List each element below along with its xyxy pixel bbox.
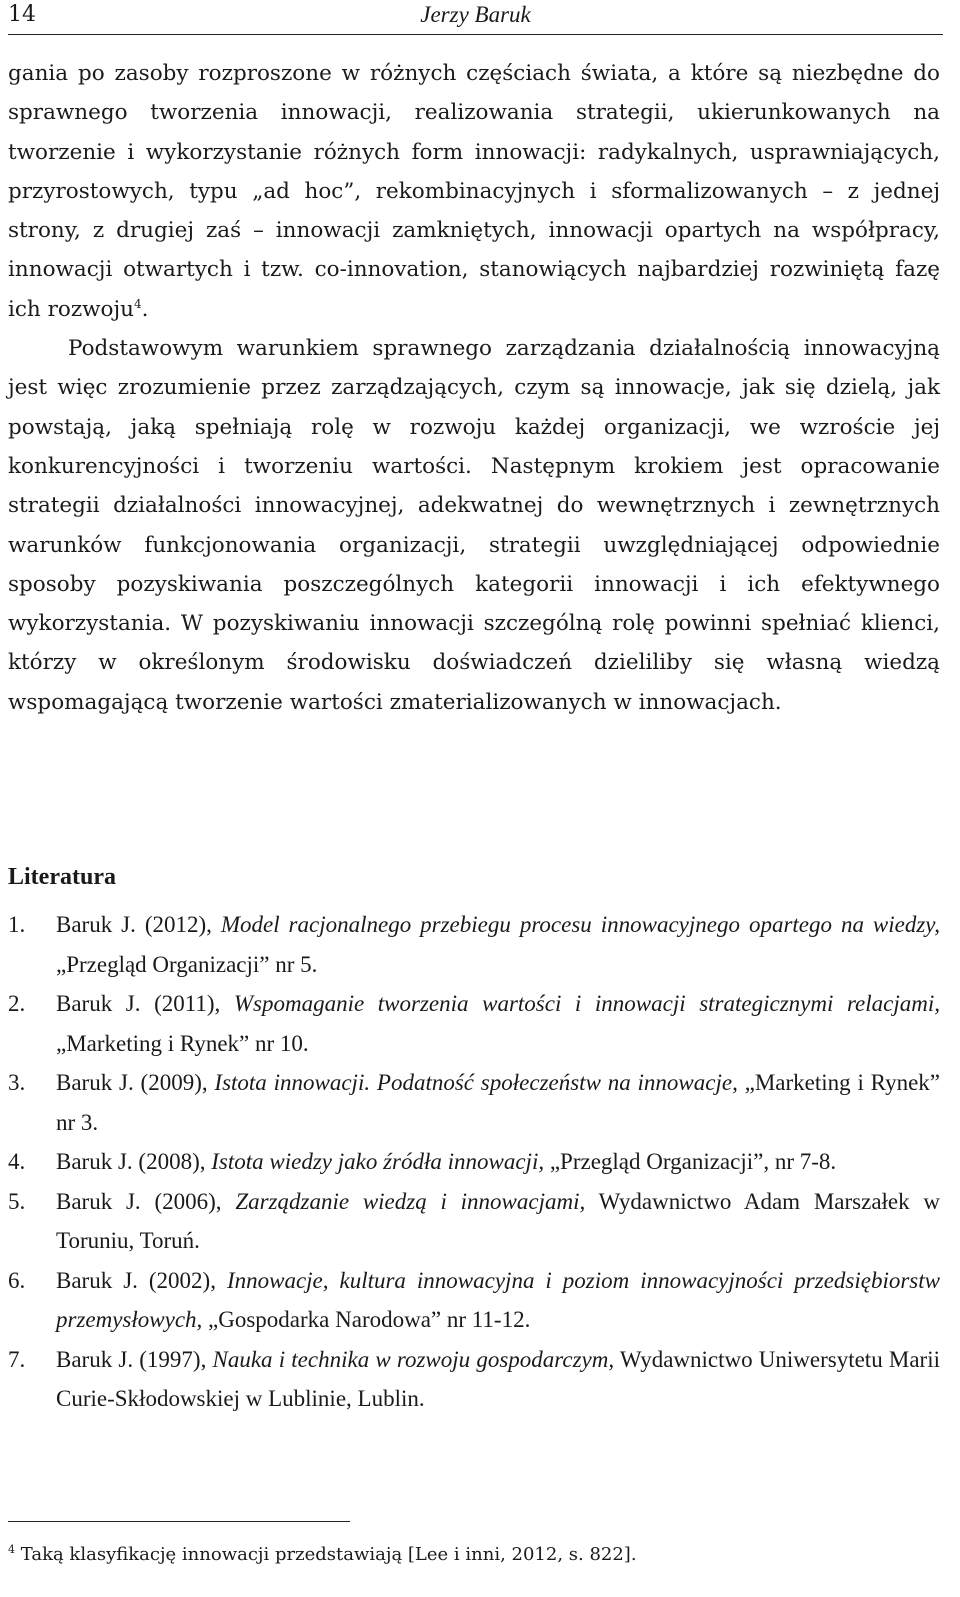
reference-source: „Marketing i Rynek” nr 10.	[56, 1030, 309, 1056]
body-text	[8, 54, 940, 722]
reference-author: Baruk J. (2012),	[56, 912, 221, 937]
reference-title: Istota wiedzy jako źródła innowacji,	[211, 1149, 545, 1174]
reference-title: Istota innowacji. Podatność społeczeństw na innowacje,	[214, 1070, 738, 1095]
reference-number: 2.	[8, 991, 26, 1016]
reference-title: Nauka i technika w rozwoju gospodarczym,	[212, 1346, 615, 1372]
reference-source: „Przegląd Organizacji” nr 5.	[56, 951, 318, 977]
paragraph-2: Podstawowym warunkiem sprawnego zarządzania działalnością innowacyjną jest więc zrozumienie przez zarządzających, czym są innowacje, jak się dzielą, jak powstają, jaką spełniają rolę w rozwoju każdej organizacji, we wzroście jej konkurencyjności i tworzeniu wartości. Następnym krokiem jest opracowanie strategii działalności innowacyjnej, adekwatnej do wewnętrznych i zewnętrznych warunków funkcjonowania organizacji, strategii uwzględniającej odpowiednie sposoby pozyskiwania poszczególnych kategorii innowacji i ich efektywnego wykorzystania. W pozyskiwaniu innowacji szczególną rolę powinni spełniać klienci, którzy w określonym środowisku doświadczeń dzieliliby się własną wiedzą wspomagającą tworzenie wartości zmaterializowanych w innowacjach.	[8, 336, 940, 715]
reference-item	[8, 984, 940, 1063]
reference-number: 4.	[8, 1149, 26, 1174]
reference-number: 1.	[8, 912, 26, 937]
reference-item	[8, 1261, 940, 1340]
reference-number: 3.	[8, 1070, 26, 1095]
paragraph-1-end: .	[141, 296, 149, 322]
paragraph-1	[8, 54, 940, 329]
reference-author: Baruk J. (2011),	[56, 991, 234, 1016]
reference-list	[8, 905, 940, 1419]
page-header	[8, 0, 943, 35]
footnote-mark: 4	[8, 1543, 15, 1556]
reference-author: Baruk J. (2006),	[56, 1188, 236, 1214]
literature-heading: Literatura	[8, 864, 116, 890]
reference-item	[8, 1182, 940, 1261]
reference-author: Baruk J. (2002),	[56, 1267, 227, 1293]
reference-number: 7.	[8, 1346, 26, 1372]
reference-source: „Gospodarka Narodowa” nr 11-12.	[202, 1307, 531, 1332]
reference-title: Innowacje, kultura innowacyjna i poziom innowacyjności przedsiębiorstw przemysłowych,	[56, 1267, 940, 1332]
reference-title: Model racjonalnego przebiegu procesu innowacyjnego opartego na wiedzy,	[220, 912, 940, 937]
footnote-text: Taką klasyfikację innowacji przedstawiają [Lee i inni, 2012, s. 822].	[20, 1544, 637, 1565]
reference-source: Wydawnictwo Adam Marszałek w Toruniu, Toruń.	[56, 1188, 941, 1253]
reference-source: Wydawnictwo Uniwersytetu Marii Curie-Skłodowskiej w Lublinie, Lublin.	[56, 1346, 940, 1411]
reference-title: Zarządzanie wiedzą i innowacjami,	[235, 1188, 586, 1214]
running-title: Jerzy Baruk	[420, 2, 531, 27]
footnote-divider	[8, 1521, 350, 1522]
reference-source: „Przegląd Organizacji”, nr 7-8.	[544, 1149, 837, 1174]
reference-number: 5.	[8, 1188, 26, 1214]
reference-author: Baruk J. (2008),	[56, 1149, 212, 1174]
footnote-ref[interactable]: 4	[134, 296, 142, 311]
reference-author: Baruk J. (2009),	[56, 1070, 215, 1095]
reference-item	[8, 905, 940, 984]
reference-item	[8, 1340, 940, 1419]
paragraph-1-text: gania po zasoby rozproszone w różnych częściach świata, a które są niezbędne do sprawnego tworzenia innowacji, realizowania strategii, ukierunkowanych na tworzenie i wykorzystanie różnych form innowacji: radykalnych, usprawniających, przyrostowych, typu „ad hoc”, rekombinacyjnych i sformalizowanych – z jednej strony, z drugiej zaś – innowacji zamkniętych, innowacji opartych na współpracy, innowacji otwartych i tzw. co-innovation, stanowiących najbardziej rozwiniętą fazę ich rozwoju	[8, 61, 940, 322]
reference-number: 6.	[8, 1267, 26, 1293]
reference-item	[8, 1063, 940, 1142]
reference-source: „Marketing i Rynek” nr 3.	[56, 1070, 940, 1135]
page-number: 14	[8, 2, 36, 27]
footnote	[8, 1542, 940, 1568]
reference-item	[8, 1142, 940, 1182]
reference-title: Wspomaganie tworzenia wartości i innowacji strategicznymi relacjami,	[233, 991, 940, 1016]
reference-author: Baruk J. (1997),	[56, 1346, 213, 1372]
